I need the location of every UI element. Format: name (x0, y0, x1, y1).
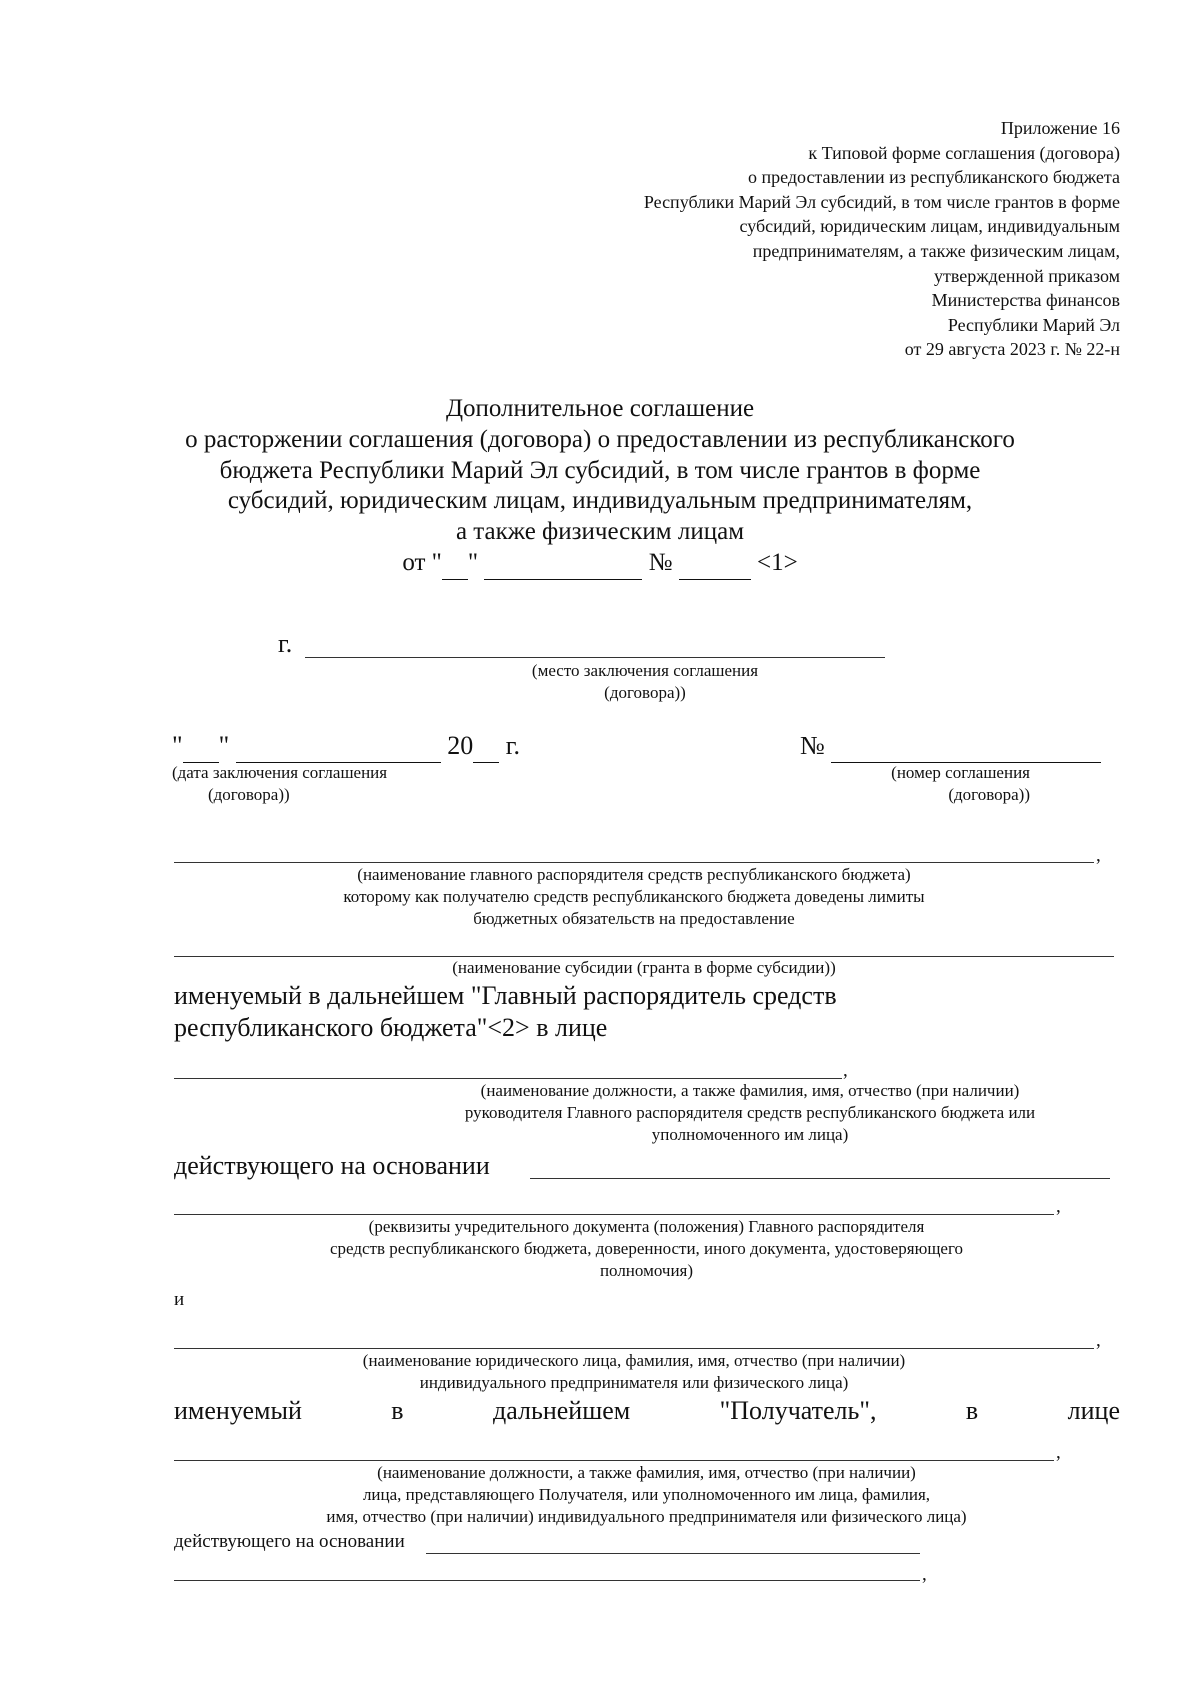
title-date-quote: " (467, 548, 479, 576)
position-caption-line: руководителя Главного распорядителя средств республиканского бюджета или (464, 1103, 1036, 1122)
appendix-line: утвержденной приказом (933, 265, 1120, 286)
acting-label: действующего на основании (174, 1151, 490, 1180)
subsidy-caption: (наименование субсидии (гранта в форме субсидии)) (452, 958, 836, 977)
date-quote-close: " (218, 731, 230, 760)
appendix-line: Республики Марий Эл субсидий, в том числе грантов в форме (643, 191, 1120, 212)
recipient-person-comma: , (1056, 1442, 1061, 1463)
appendix-line: от 29 августа 2023 г. № 22-н (904, 339, 1120, 360)
date-row (172, 730, 572, 763)
basis-caption-line: (реквизиты учредительного документа (положения) Главного распорядителя (368, 1217, 925, 1236)
recipient-named-word: в (965, 1396, 979, 1425)
recipient-blank[interactable] (174, 1348, 1094, 1349)
appendix-line: субсидий, юридическим лицам, индивидуальным (739, 216, 1120, 237)
place-caption-line: (место заключения соглашения (531, 661, 759, 680)
title-day-blank[interactable] (442, 548, 468, 580)
month-blank[interactable] (236, 730, 441, 763)
distributor-named-line: республиканского бюджета"<2> в лице (174, 1013, 608, 1042)
recipient-named-word: лице (1067, 1396, 1120, 1425)
distributor-caption (174, 864, 1094, 930)
year-blank[interactable] (473, 730, 499, 763)
distributor-text-line: бюджетных обязательств на предоставление (473, 909, 795, 928)
position-caption (400, 1080, 1100, 1146)
basis-comma: , (1056, 1196, 1061, 1217)
position-comma: , (843, 1060, 848, 1081)
place-blank[interactable] (305, 657, 885, 658)
appendix-line: Министерства финансов (931, 290, 1120, 311)
place-prefix: г. (278, 629, 293, 658)
title-month-blank[interactable] (484, 548, 642, 580)
appendix-line: Республики Марий Эл (947, 314, 1120, 335)
recipient-caption (174, 1350, 1094, 1394)
distributor-named-line: именуемый в дальнейшем "Главный распорядитель средств (174, 981, 837, 1010)
number-caption (820, 762, 1030, 806)
title-line: Дополнительное соглашение (445, 395, 755, 422)
conjunction: и (174, 1289, 185, 1310)
recipient-acting-label: действующего на основании (174, 1531, 405, 1552)
number-caption-line: (договора)) (948, 785, 1030, 804)
title-line: бюджета Республики Марий Эл субсидий, в том числе грантов в форме (219, 456, 981, 484)
basis-caption-line: полномочия) (599, 1261, 694, 1280)
recipient-final-comma: , (922, 1564, 927, 1585)
appendix-header (470, 116, 1120, 362)
recipient-named-word: именуемый (174, 1396, 302, 1425)
distributor-named (174, 980, 1074, 1044)
recipient-acting-blank[interactable] (426, 1553, 920, 1554)
recipient-named-word: "Получатель", (719, 1396, 877, 1425)
recipient-named-word: дальнейшем (493, 1396, 631, 1425)
appendix-line: предпринимателям, а также физическим лицам, (752, 240, 1120, 261)
recipient-person-caption-line: (наименование должности, а также фамилия, имя, отчество (при наличии) (377, 1463, 916, 1482)
title-date-line (160, 548, 1040, 580)
appendix-line: к Типовой форме соглашения (договора) (808, 142, 1120, 163)
title-number-sign: № (648, 548, 673, 576)
acting-basis-blank[interactable] (530, 1178, 1110, 1179)
distributor-blank[interactable] (174, 862, 1094, 863)
basis-blank[interactable] (174, 1214, 1054, 1215)
distributor-caption-line: (наименование главного распорядителя средств республиканского бюджета) (357, 865, 911, 884)
number-sign: № (800, 731, 825, 760)
recipient-comma: , (1096, 1330, 1101, 1351)
title-line: субсидий, юридическим лицам, индивидуальным предпринимателям, (227, 487, 973, 515)
title-date-prefix: от " (402, 548, 442, 576)
basis-caption (174, 1216, 1119, 1282)
date-caption (172, 762, 472, 806)
date-quote-open: " (172, 731, 183, 760)
date-caption-line: (дата заключения соглашения (172, 763, 388, 782)
recipient-caption-line: индивидуального предпринимателя или физического лица) (419, 1373, 849, 1392)
title-number-blank[interactable] (679, 548, 751, 580)
title-line: а также физическим лицам (455, 518, 745, 546)
recipient-named-word: в (391, 1396, 404, 1425)
recipient-caption-line: (наименование юридического лица, фамилия, имя, отчество (при наличии) (362, 1351, 906, 1370)
place-caption-line: (договора)) (604, 683, 686, 702)
position-caption-line: уполномоченного им лица) (651, 1125, 849, 1144)
document-title (160, 394, 1040, 580)
number-row (800, 730, 1101, 763)
date-caption-line: (договора)) (208, 785, 290, 804)
year-suffix: г. (505, 731, 520, 760)
position-blank[interactable] (174, 1078, 842, 1079)
title-footnote: <1> (756, 548, 798, 576)
year-prefix: 20 (447, 731, 474, 760)
recipient-person-blank[interactable] (174, 1460, 1054, 1461)
appendix-line: о предоставлении из республиканского бюджета (747, 167, 1120, 188)
day-blank[interactable] (183, 730, 219, 763)
distributor-text-line: которому как получателю средств республиканского бюджета доведены лимиты (343, 887, 925, 906)
recipient-person-caption (174, 1462, 1119, 1528)
number-caption-line: (номер соглашения (891, 763, 1030, 782)
number-blank[interactable] (831, 730, 1101, 763)
appendix-line: Приложение 16 (1000, 118, 1120, 138)
recipient-named (174, 1395, 1120, 1427)
recipient-person-caption-line: имя, отчество (при наличии) индивидуального предпринимателя или физического лица) (326, 1507, 967, 1526)
recipient-basis-blank[interactable] (174, 1580, 920, 1581)
distributor-comma: , (1096, 845, 1101, 866)
position-caption-line: (наименование должности, а также фамилия, имя, отчество (при наличии) (480, 1081, 1020, 1100)
title-line: о расторжении соглашения (договора) о предоставлении из республиканского (185, 425, 1015, 453)
recipient-person-caption-line: лица, представляющего Получателя, или уполномоченного им лица, фамилия, (362, 1485, 931, 1504)
basis-caption-line: средств республиканского бюджета, доверенности, иного документа, удостоверяющего (329, 1239, 964, 1258)
place-caption (460, 660, 830, 704)
